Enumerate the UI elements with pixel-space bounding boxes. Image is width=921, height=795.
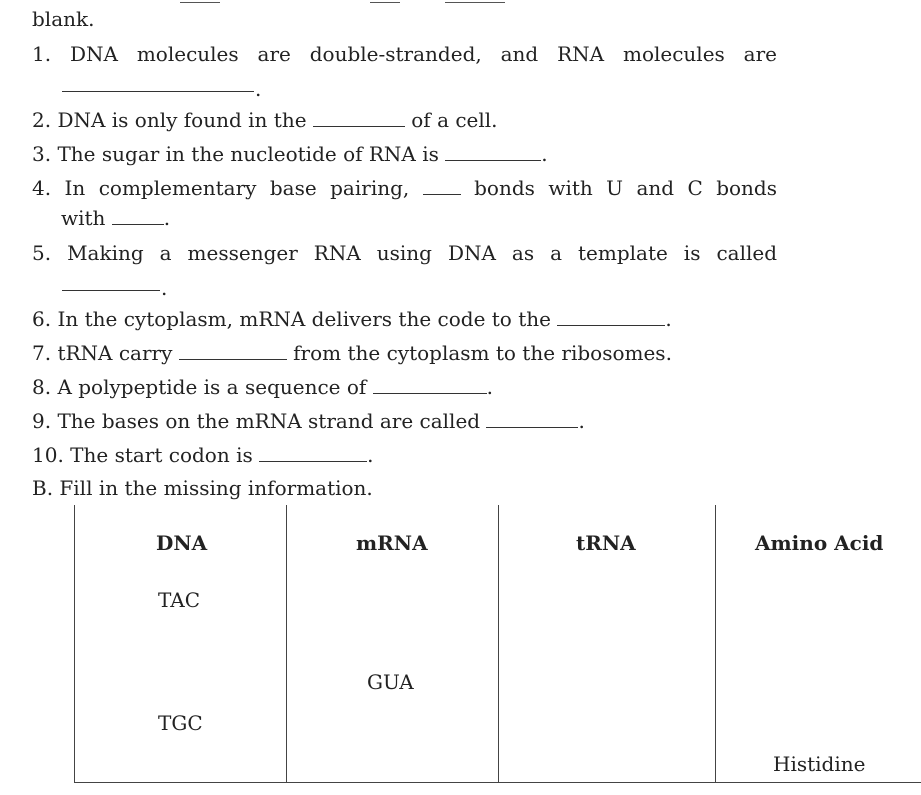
question-text: The bases on the mRNA strand are called [57, 409, 481, 433]
answer-blank-7[interactable] [179, 343, 287, 360]
question-1 [32, 42, 777, 66]
question-5 [32, 241, 777, 265]
question-text-after: from the cytoplasm to the ribosomes. [293, 341, 672, 365]
table-cell-dna-row3: TGC [158, 711, 203, 735]
question-text-after: bonds with U and C bonds [474, 176, 777, 200]
answer-blank-2[interactable] [313, 110, 405, 127]
table-cell-amino-row4: Histidine [773, 752, 866, 776]
table-header-dna: DNA [156, 531, 208, 555]
answer-blank-9[interactable] [486, 411, 578, 428]
question-number: 7. [32, 341, 52, 365]
question-9 [32, 409, 585, 433]
table-header-trna: tRNA [576, 531, 636, 555]
question-8 [32, 375, 493, 399]
answer-blank-4b[interactable] [112, 208, 164, 225]
table-divider [286, 505, 287, 783]
table-divider [498, 505, 499, 783]
question-3 [32, 142, 548, 166]
question-text-after: . [163, 206, 171, 230]
question-4 [32, 176, 777, 200]
table-cell-dna-row1: TAC [158, 588, 200, 612]
table-divider [715, 505, 716, 783]
answer-blank-4a[interactable] [423, 178, 461, 195]
question-text: In complementary base pairing, [64, 176, 410, 200]
answer-blank-10[interactable] [259, 445, 367, 462]
question-text: DNA molecules are double-stranded, and RNA molecules are [69, 42, 777, 66]
question-5-end: . [161, 276, 168, 300]
table-border-left [74, 505, 75, 783]
question-text-after: . [578, 409, 585, 433]
answer-blank-1[interactable] [62, 91, 254, 92]
question-number: 4. [32, 176, 52, 200]
section-b-title: B. Fill in the missing information. [32, 476, 373, 500]
table-header-mrna: mRNA [356, 531, 428, 555]
question-text: In the cytoplasm, mRNA delivers the code to the [57, 307, 551, 331]
answer-blank-3[interactable] [445, 144, 541, 161]
table-cell-mrna-row2: GUA [367, 670, 414, 694]
question-text: DNA is only found in the [57, 108, 307, 132]
question-text: Making a messenger RNA using DNA as a template is called [67, 241, 777, 265]
intro-text: blank. [32, 7, 95, 31]
cropped-text-fragment [445, 2, 505, 3]
question-text: The start codon is [70, 443, 253, 467]
cropped-text-fragment [370, 2, 400, 3]
question-number: 1. [32, 42, 52, 66]
question-number: 8. [32, 375, 52, 399]
answer-blank-8[interactable] [373, 377, 487, 394]
question-10 [32, 443, 373, 467]
answer-blank-6[interactable] [557, 309, 665, 326]
question-6 [32, 307, 672, 331]
table-header-amino-acid: Amino Acid [755, 531, 884, 555]
question-number: 2. [32, 108, 52, 132]
question-1-end: . [255, 77, 262, 101]
question-text: A polypeptide is a sequence of [57, 375, 367, 399]
question-text: with [61, 206, 106, 230]
question-number: 6. [32, 307, 52, 331]
question-text-after: . [541, 142, 548, 166]
question-text-after: . [367, 443, 374, 467]
question-number: 9. [32, 409, 52, 433]
question-number: 3. [32, 142, 52, 166]
question-4-cont [61, 206, 170, 230]
cropped-text-fragment [180, 2, 220, 3]
question-number: 10. [32, 443, 64, 467]
question-text: tRNA carry [57, 341, 173, 365]
question-number: 5. [32, 241, 52, 265]
question-text: The sugar in the nucleotide of RNA is [57, 142, 439, 166]
question-text-after: . [665, 307, 672, 331]
answer-blank-5[interactable] [62, 290, 160, 291]
question-text-after: of a cell. [411, 108, 498, 132]
question-text-after: . [486, 375, 494, 399]
question-7 [32, 341, 672, 365]
table-border-bottom [74, 782, 921, 783]
question-2 [32, 108, 498, 132]
